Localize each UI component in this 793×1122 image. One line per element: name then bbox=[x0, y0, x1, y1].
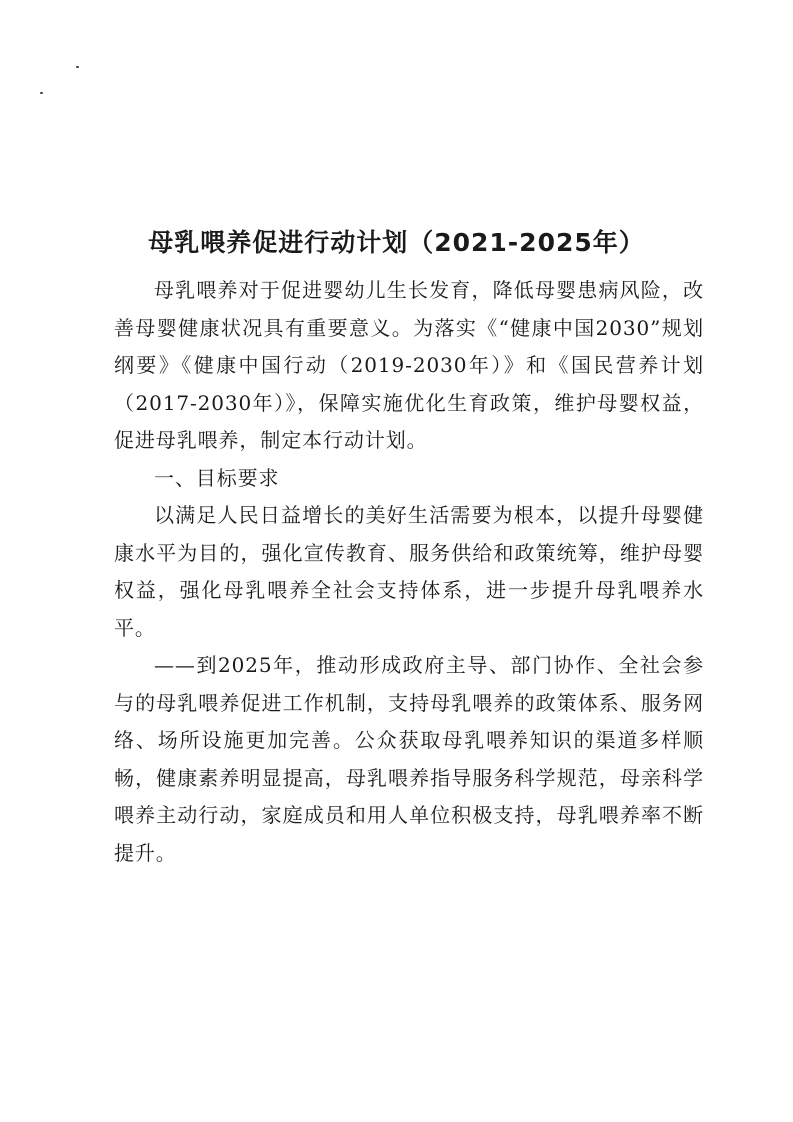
goals-paragraph: 以满足人民日益增长的美好生活需要为根本，以提升母婴健康水平为目的，强化宣传教育、服务供给和政策统筹，维护母婴权益，强化母乳喂养全社会支持体系，进一步提升母乳喂养水平。 bbox=[114, 503, 704, 640]
scan-speck bbox=[40, 92, 43, 94]
document-body bbox=[114, 272, 704, 872]
scan-speck bbox=[76, 66, 79, 68]
document-title: 母乳喂养促进行动计划（2021-2025年） bbox=[148, 228, 645, 257]
intro-paragraph: 母乳喂养对于促进婴幼儿生长发育，降低母婴患病风险，改善母婴健康状况具有重要意义。为落实《“健康中国2030”规划纲要》《健康中国行动（2019-2030年）》和《国民营养计划（2017-2030年）》，保障实施优化生育政策，维护母婴权益，促进母乳喂养，制定本行动计划。 bbox=[114, 278, 704, 452]
goals-2025-paragraph: ——到2025年，推动形成政府主导、部门协作、全社会参与的母乳喂养促进工作机制，支持母乳喂养的政策体系、服务网络、场所设施更加完善。公众获取母乳喂养知识的渠道多样顺畅，健康素养明显提高，母乳喂养指导服务科学规范，母亲科学喂养主动行动，家庭成员和用人单位积极支持，母乳喂养率不断提升。 bbox=[114, 653, 704, 865]
section-heading-goals: 一、目标要求 bbox=[154, 465, 280, 490]
